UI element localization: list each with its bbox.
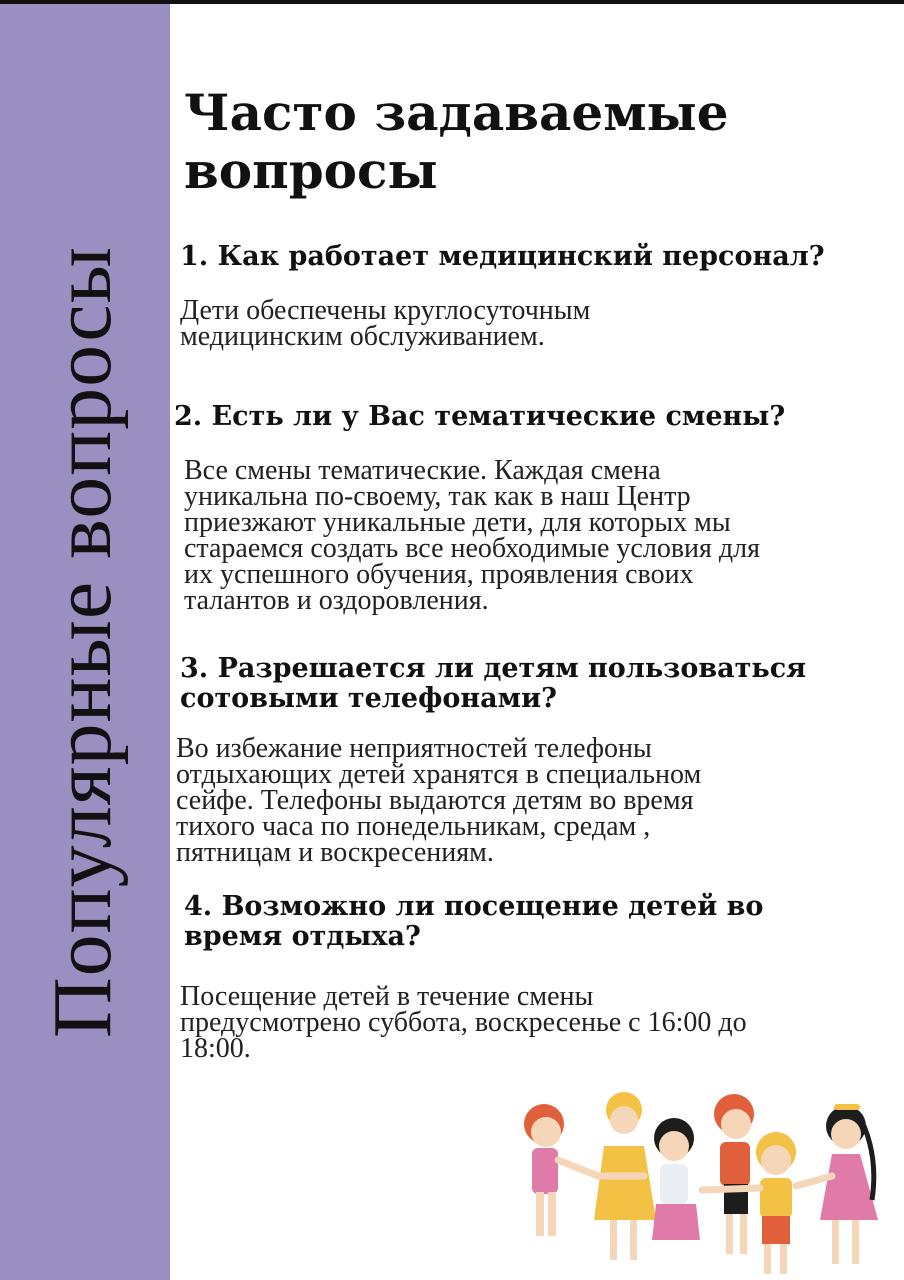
sidebar-title: Популярные вопросы [35,246,129,1039]
faq-answer-2: Все смены тематические. Каждая смена уникальна по-своему, так как в наш Центр приезжают уникальные дети, для которых мы стараемся создать все необходимые условия для их успешного обучения, проявления своих талантов и оздоровления. [184,455,760,616]
faq-question-3: 3. Разрешается ли детям пользоваться сотовыми телефонами? [180,653,807,714]
child-figure [714,1094,754,1254]
sidebar-band [0,4,170,1280]
faq-answer-1: Дети обеспечены круглосуточным медицинским обслуживанием. [180,295,591,352]
faq-question-1: 1. Как работает медицинский персонал? [180,241,825,272]
child-figure [524,1104,598,1236]
faq-answer-4: Посещение детей в течение смены предусмотрено суббота, воскресенье с 16:00 до 18:00. [180,981,747,1064]
child-figure [796,1104,878,1264]
faq-question-4: 4. Возможно ли посещение детей во время отдыха? [184,891,764,952]
faq-answer-3: Во избежание неприятностей телефоны отдыхающих детей хранятся в специальном сейфе. Телефоны выдаются детям во время тихого часа по понедельникам, средам , пятницам и воскресениям. [176,733,702,868]
faq-question-2: 2. Есть ли у Вас тематические смены? [174,401,786,432]
children-dancing-illustration [506,1080,904,1280]
page-title: Часто задаваемые вопросы [184,83,729,200]
